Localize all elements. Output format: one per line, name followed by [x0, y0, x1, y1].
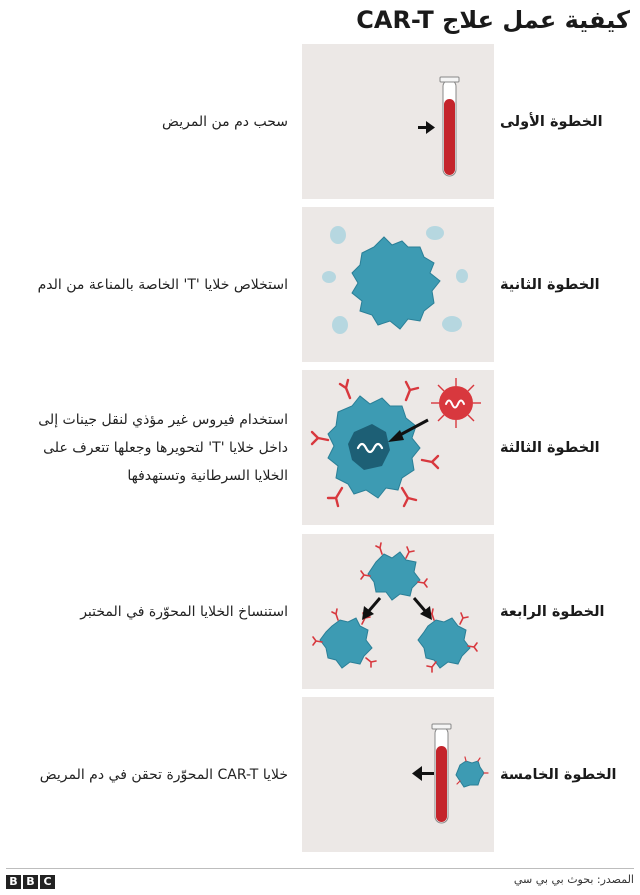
step-4-illustration	[302, 534, 494, 689]
step-4-label: الخطوة الرابعة	[500, 603, 605, 620]
step-3-label: الخطوة الثالثة	[500, 439, 600, 456]
step-5-description: خلايا CAR-T المحوّرة تحقن في دم المريض	[39, 766, 288, 783]
logo-letter: B	[6, 875, 21, 889]
modified-cell-icon	[320, 552, 470, 668]
step-3-description: استخدام فيروس غير مؤذي لنقل جينات إلى داخل خلايا 'T' لتحويرها وجعلها تتعرف على الخلايا السرطانية وتستهدفها	[38, 411, 288, 484]
arrow-left-icon	[412, 766, 434, 781]
arrow-right-icon	[418, 121, 435, 134]
t-cell-with-receptors-icon	[328, 396, 420, 498]
t-cell-icon	[352, 237, 440, 329]
step-1-illustration	[302, 44, 494, 199]
step-5-illustration	[302, 697, 494, 852]
step-2	[0, 207, 640, 367]
source-credit: المصدر: بحوث بي بي سي	[513, 873, 634, 886]
step-1-description: سحب دم من المريض	[162, 113, 288, 130]
step-2-illustration	[302, 207, 494, 362]
step-5	[0, 697, 640, 857]
step-1-label: الخطوة الأولى	[500, 113, 603, 130]
bbc-logo	[6, 875, 55, 889]
blood-tube-icon	[432, 724, 451, 823]
blood-tube-icon	[440, 77, 459, 176]
page-title: كيفية عمل علاج CAR-T	[356, 6, 630, 34]
step-2-label: الخطوة الثانية	[500, 276, 600, 293]
footer-divider	[6, 868, 634, 869]
logo-letter: B	[23, 875, 38, 889]
step-4	[0, 534, 640, 694]
step-5-label: الخطوة الخامسة	[500, 766, 617, 783]
step-3	[0, 370, 640, 530]
arrow-down-right-icon	[414, 598, 432, 620]
step-2-description: استخلاص خلايا 'T' الخاصة بالمناعة من الدم	[37, 276, 288, 293]
logo-letter: C	[40, 875, 55, 889]
arrow-down-left-icon	[362, 598, 380, 620]
step-1	[0, 44, 640, 204]
step-4-description: استنساخ الخلايا المحوّرة في المختبر	[80, 603, 288, 620]
virus-icon	[431, 378, 481, 428]
modified-cell-icon	[456, 757, 488, 787]
step-3-illustration	[302, 370, 494, 525]
